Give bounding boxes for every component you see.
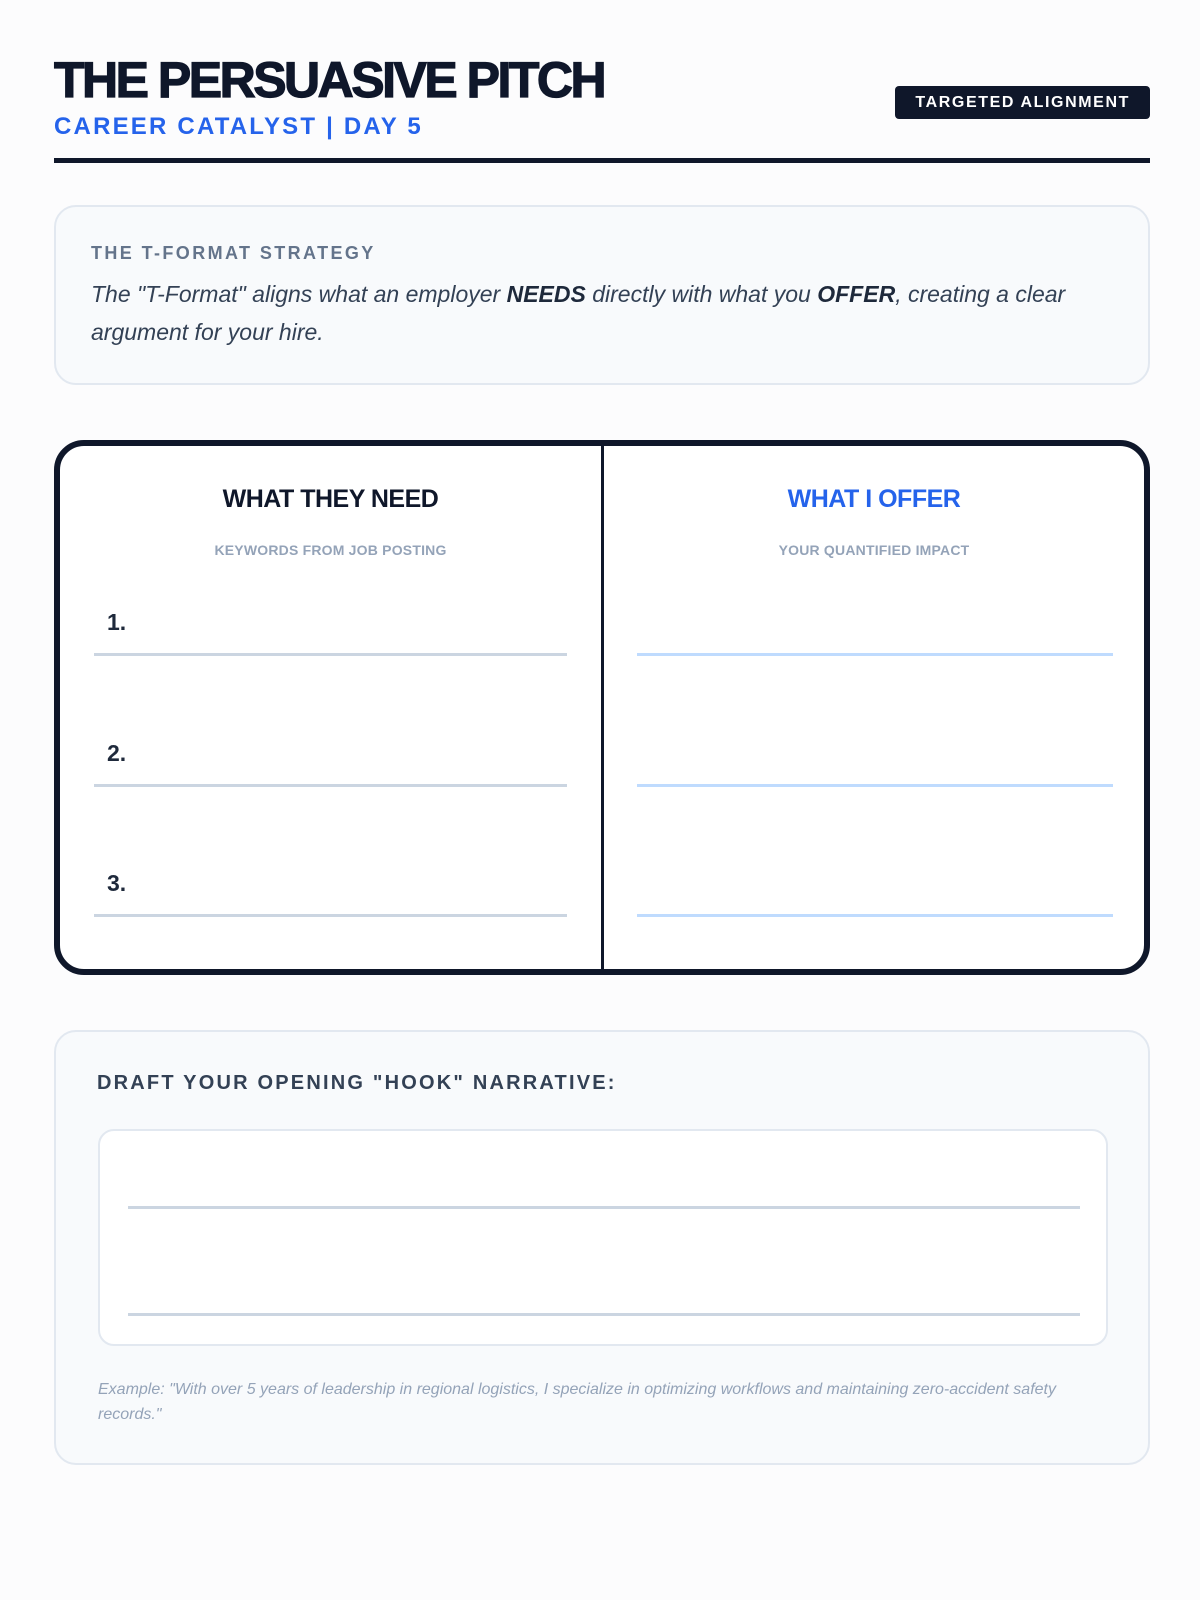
hook-example-text: Example: "With over 5 years of leadership in regional logistics, I specialize in optimizing workflows and maintaining zero-accident safety records." xyxy=(98,1381,1056,1423)
strategy-description xyxy=(91,275,1111,351)
strategy-panel xyxy=(54,205,1150,385)
strategy-text-part: directly with what you xyxy=(585,281,818,307)
need-input-line[interactable] xyxy=(94,914,567,917)
page-subtitle: CAREER CATALYST | DAY 5 xyxy=(54,113,423,140)
hook-writing-line xyxy=(128,1313,1080,1316)
hook-heading: DRAFT YOUR OPENING "HOOK" NARRATIVE: xyxy=(97,1072,617,1094)
offer-column-heading: WHAT I OFFER xyxy=(787,485,961,513)
targeted-alignment-badge: TARGETED ALIGNMENT xyxy=(895,86,1150,119)
offer-input-line[interactable] xyxy=(637,653,1113,656)
offer-input-line[interactable] xyxy=(637,914,1113,917)
page-title: THE PERSUASIVE PITCH xyxy=(54,52,605,108)
row-number: 2. xyxy=(107,740,127,766)
need-input-line[interactable] xyxy=(94,653,567,656)
need-column-subheading: KEYWORDS FROM JOB POSTING xyxy=(214,542,447,558)
strategy-text-part: , creating a clear argument for your hire. xyxy=(91,281,1066,345)
t-chart-divider xyxy=(601,446,604,969)
offer-column-subheading: YOUR QUANTIFIED IMPACT xyxy=(778,542,970,558)
strategy-heading: THE T-FORMAT STRATEGY xyxy=(91,243,376,263)
need-input-line[interactable] xyxy=(94,784,567,787)
header-divider xyxy=(54,158,1150,163)
strategy-emphasis-needs: NEEDS xyxy=(506,281,586,307)
t-chart xyxy=(54,440,1150,975)
strategy-text-part: The "T-Format" aligns what an employer xyxy=(91,281,507,307)
hook-panel xyxy=(54,1030,1150,1465)
hook-narrative-field[interactable] xyxy=(98,1129,1108,1346)
offer-input-line[interactable] xyxy=(637,784,1113,787)
hook-writing-line xyxy=(128,1206,1080,1209)
need-column-heading: WHAT THEY NEED xyxy=(222,485,439,513)
strategy-emphasis-offer: OFFER xyxy=(817,281,896,307)
page-header xyxy=(54,50,1150,162)
row-number: 1. xyxy=(107,609,127,635)
row-number: 3. xyxy=(107,870,127,896)
